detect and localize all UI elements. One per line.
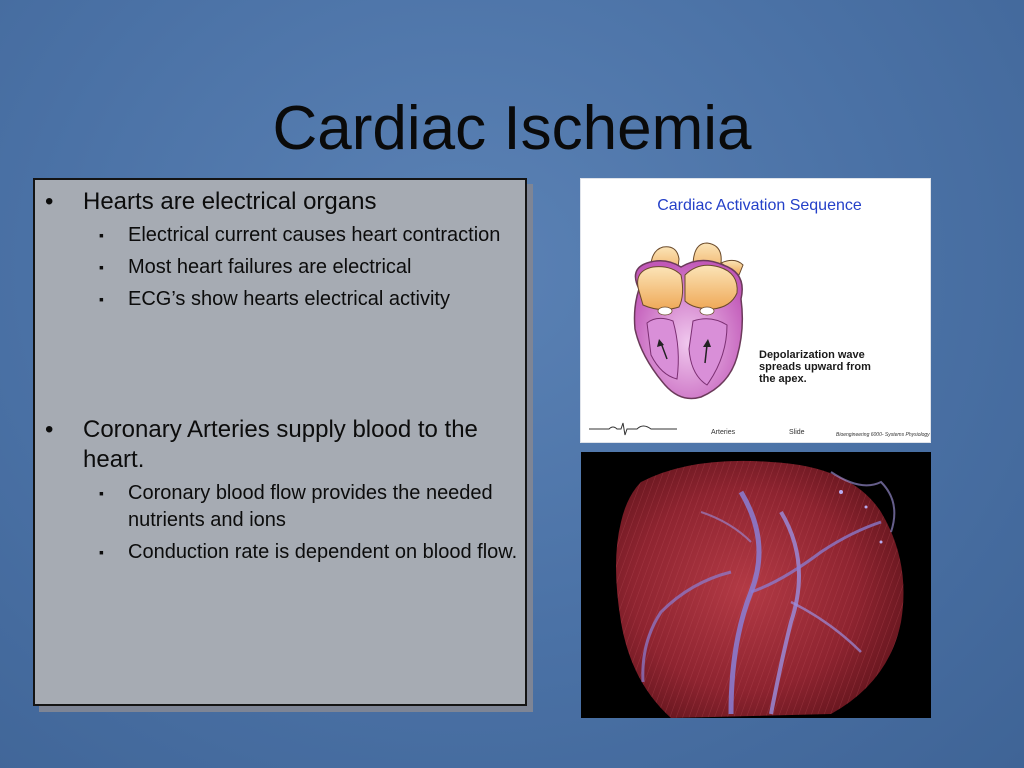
slide-title: Cardiac Ischemia xyxy=(272,94,752,163)
bullet-dot-icon: • xyxy=(45,188,54,215)
depolarization-note: Depolarization wave spreads upward from the apex. xyxy=(759,349,871,385)
sub-bullet-text: Most heart failures are electrical xyxy=(128,256,412,278)
sub-bullet-conduction-rate xyxy=(35,539,521,566)
sub-bullet-text: Electrical current causes heart contraction xyxy=(128,224,501,246)
figure-title: Cardiac Activation Sequence xyxy=(657,197,862,214)
square-bullet-icon: ▪ xyxy=(99,259,104,275)
sub-bullet-ecg xyxy=(35,286,521,313)
sub-bullet-blood-flow-nutrients xyxy=(35,480,521,534)
figure-footer-slide: Slide xyxy=(789,429,805,436)
square-bullet-icon: ▪ xyxy=(99,227,104,243)
bullet-coronary-arteries xyxy=(35,415,521,475)
sub-bullet-current-contraction xyxy=(35,222,521,249)
square-bullet-icon: ▪ xyxy=(99,544,104,560)
sub-bullet-heart-failures xyxy=(35,254,521,281)
bullet-text: Coronary Arteries supply blood to the heart. xyxy=(83,416,478,473)
cardiac-activation-figure xyxy=(580,178,931,443)
heart-diagram-illustration xyxy=(581,179,932,444)
sub-bullet-text: ECG’s show hearts electrical activity xyxy=(128,288,450,310)
bullet-group-2 xyxy=(35,415,521,566)
bullet-text-box xyxy=(33,178,527,706)
heart-3d-render-image xyxy=(581,452,931,718)
bullet-hearts-electrical xyxy=(35,187,521,217)
square-bullet-icon: ▪ xyxy=(99,291,104,307)
heart-render-illustration xyxy=(581,452,931,718)
sub-bullet-text: Conduction rate is dependent on blood flow. xyxy=(128,541,518,563)
figure-credit: Bioengineering 6000- Systems Physiology xyxy=(836,432,930,438)
sub-bullet-text: Coronary blood flow provides the needed nutrients and ions xyxy=(128,482,493,531)
square-bullet-icon: ▪ xyxy=(99,485,104,501)
bullet-dot-icon: • xyxy=(45,416,54,443)
bullet-text: Hearts are electrical organs xyxy=(83,188,377,215)
figure-footer-arteries: Arteries xyxy=(711,429,736,436)
bullet-group-1 xyxy=(35,187,521,313)
